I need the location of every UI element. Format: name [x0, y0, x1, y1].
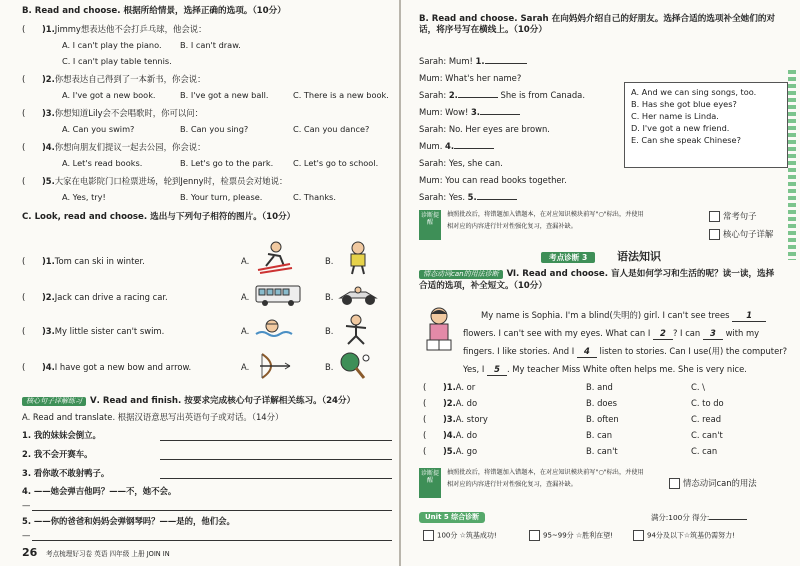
option: B. Can you sing? — [180, 124, 249, 134]
question-1: ( )1.Jimmy想表达他不会打乒乓球，他会说： — [22, 24, 207, 34]
option: A. Let's read books. — [62, 158, 143, 168]
question-2: ( )2.你想表达自己得到了一本新书，你会说： — [22, 74, 206, 84]
dancer-image — [336, 314, 376, 346]
question-5: ( )5.大家在电影院门口检票进场，轮到Jenny时，检票员会对她说： — [22, 176, 288, 186]
translate-item-3: 3. 看你敢不敢射鸭子。 — [22, 468, 110, 478]
vi-option-row-3: ( )3.A. story — [423, 414, 488, 424]
choices-box — [624, 82, 788, 168]
dialogue-line-7: Sarah: Yes, she can. — [419, 158, 503, 168]
option: B. Let's go to the park. — [180, 158, 274, 168]
diagnosis-text: 相对应的内容进行针对性强化复习，查漏补缺。 — [447, 481, 577, 488]
dialogue-line-4: Mum: Wow! 3. — [419, 107, 520, 118]
dialogue-line-9: Sarah: Yes. 5. — [419, 192, 517, 203]
grammar-banner: 考点诊断 3 — [541, 252, 595, 263]
result-95-99[interactable]: 95~99分 ☆胜利在望! — [529, 530, 613, 541]
option: C. I can't play table tennis. — [62, 56, 172, 66]
choice-a: A. And we can sing songs, too. — [631, 87, 757, 97]
a-label: A. — [241, 292, 250, 302]
vi-option-row-2: ( )2.A. do — [423, 398, 478, 408]
unit-test-label: Unit 5 综合诊断 — [419, 512, 485, 523]
diagnosis-text: 相对应的内容进行针对性强化复习，查漏补缺。 — [447, 223, 577, 230]
question-3: ( )3.你想知道Lily会不会唱歌时，你可以问： — [22, 108, 204, 118]
section-vi-header: 情态动词can的用法诊断 Ⅵ. Read and choose. 盲人是如何学习和生活的呢？读一读，选择合适的选项，补全短文。（10分） — [419, 269, 775, 291]
option: C. to do — [691, 398, 724, 408]
passage-line-4: Yes, I 5 . My teacher Miss White often helps me. She is very nice. — [463, 364, 747, 374]
edge-strip — [788, 70, 796, 260]
b-label: B. — [325, 292, 334, 302]
result-94-below[interactable]: 94分及以下☆筑基仍需努力! — [633, 530, 735, 541]
vi-option-row-5: ( )5.A. go — [423, 446, 478, 456]
choice-d: D. I've got a new friend. — [631, 122, 730, 133]
diagnosis-label: 诊断提醒 — [419, 468, 441, 498]
option: B. can — [586, 430, 613, 440]
section-c-title: C. Look, read and choose. 选出与下列句子相符的图片。（10分） — [22, 212, 296, 222]
book-footer: 考点梳理好习卷 英语 四年级 上册 JOIN IN — [46, 550, 170, 558]
option: B. I've got a new ball. — [180, 90, 269, 100]
checkbox-frequent-sentences[interactable]: 常考句子 — [709, 211, 757, 222]
dialogue-line-8: Mum: You can read books together. — [419, 175, 567, 185]
passage-line-3: fingers. I like stories. And I 4 listen to stories. Can I use(用) the computer? — [463, 346, 788, 356]
c-item-3: ( )3.My little sister can't swim. — [22, 326, 165, 336]
option: C. Can you dance? — [293, 124, 370, 134]
left-page — [0, 0, 399, 566]
option: C. Let's go to school. — [293, 158, 379, 168]
answer-line[interactable] — [32, 540, 392, 541]
section-b-title: B. Read and choose. 根据所给情景，选择正确的选项。（10分） — [22, 6, 286, 16]
skier-image — [254, 240, 294, 276]
question-4: ( )4.你想向朋友们提议一起去公园，你会说： — [22, 142, 206, 152]
racing-car-image — [336, 282, 380, 308]
dash: — — [22, 530, 31, 540]
passage-line-2: flowers. I can't see with my eyes. What can I 2 ? I can 3 with my — [463, 328, 760, 338]
bus-image — [254, 282, 302, 308]
score-line: 满分:100分 得分: — [651, 513, 747, 522]
dialogue-line-1: Sarah: Mum! 1. — [419, 56, 527, 67]
option: B. often — [586, 414, 619, 424]
girl-reading-image — [421, 306, 457, 358]
option: C. can't — [691, 430, 723, 440]
a-label: A. — [241, 326, 250, 336]
vi-option-row-4: ( )4.A. do — [423, 430, 478, 440]
section-v-subtitle: A. Read and translate. 根据汉语意思写出英语句子或对话。（14分） — [22, 412, 284, 422]
dash: — — [22, 500, 31, 510]
option: A. Can you swim? — [62, 124, 135, 134]
option: B. and — [586, 382, 613, 392]
b-label: B. — [325, 362, 334, 372]
section-v-header: 核心句子详解练习 Ⅴ. Read and finish. 按要求完成核心句子详解相关练习。（24分） — [22, 395, 355, 407]
option: A. Yes, try! — [62, 192, 106, 202]
page-number: 26 — [22, 546, 38, 559]
option: A. I can't play the piano. — [62, 40, 162, 50]
answer-line[interactable] — [160, 440, 392, 441]
dialogue-line-3: Sarah: 2. She is from Canada. — [419, 90, 585, 100]
option: C. read — [691, 414, 722, 424]
result-100[interactable]: 100分 ☆筑基成功! — [423, 530, 497, 541]
c-item-4: ( )4.I have got a new bow and arrow. — [22, 362, 192, 372]
vi-option-row-1: ( )1.A. or — [423, 382, 476, 392]
dialogue-line-6: Mum. 4. — [419, 141, 494, 152]
choice-c: C. Her name is Linda. — [631, 110, 719, 121]
b-label: B. — [325, 326, 334, 336]
grammar-heading: 语法知识 — [617, 250, 661, 263]
translate-item-4: 4. ——她会弹吉他吗？——不，她不会。 — [22, 486, 177, 496]
c-item-1: ( )1.Tom can ski in winter. — [22, 256, 145, 266]
answer-line[interactable] — [160, 459, 392, 460]
answer-line[interactable] — [32, 510, 392, 511]
table-tennis-image — [336, 350, 376, 382]
option: B. can't — [586, 446, 618, 456]
translate-item-5: 5. ——你的爸爸和妈妈会弹钢琴吗？——是的，他们会。 — [22, 516, 235, 526]
a-label: A. — [241, 362, 250, 372]
a-label: A. — [241, 256, 250, 266]
checkbox-core-sentences[interactable]: 核心句子详解 — [709, 229, 773, 240]
answer-line[interactable] — [160, 478, 392, 479]
right-section-b-title: B. Read and choose. Sarah 在向妈妈介绍自己的好朋友。选择合适的选项补全她们的对话，将序号写在横线上。（10分） — [419, 14, 776, 35]
checkbox-can-usage[interactable]: 情态动词can的用法 — [669, 478, 757, 489]
bow-arrow-image — [254, 350, 294, 382]
dialogue-line-5: Sarah: No. Her eyes are brown. — [419, 124, 550, 134]
swimmer-image — [254, 316, 294, 344]
choice-e: E. Can she speak Chinese? — [631, 134, 741, 145]
diagnosis-text: 抽照批改后，将错题加入错题本，在对应知识模块前写"○"标出，并使用 — [447, 211, 644, 218]
option: B. does — [586, 398, 618, 408]
option: B. I can't draw. — [180, 40, 241, 50]
option: C. There is a new book. — [293, 90, 389, 100]
dialogue-line-2: Mum: What's her name? — [419, 73, 522, 83]
diagnosis-text: 抽照批改后，将错题加入错题本，在对应知识模块前写"○"标出，并使用 — [447, 469, 644, 476]
passage-line-1: My name is Sophia. I'm a blind(失明的) girl. I can't see trees 1 — [481, 310, 766, 322]
b-label: B. — [325, 256, 334, 266]
translate-item-1: 1. 我的妹妹会倒立。 — [22, 430, 101, 440]
option: B. Your turn, please. — [180, 192, 263, 202]
choice-b: B. Has she got blue eyes? — [631, 98, 737, 109]
translate-item-2: 2. 我不会开赛车。 — [22, 449, 93, 459]
option: C. \ — [691, 382, 705, 392]
option: C. can — [691, 446, 718, 456]
option: A. I've got a new book. — [62, 90, 156, 100]
diagnosis-label: 诊断提醒 — [419, 210, 441, 240]
right-page — [401, 0, 800, 566]
boy-image — [338, 240, 378, 276]
option: C. Thanks. — [293, 192, 336, 202]
c-item-2: ( )2.Jack can drive a racing car. — [22, 292, 168, 302]
